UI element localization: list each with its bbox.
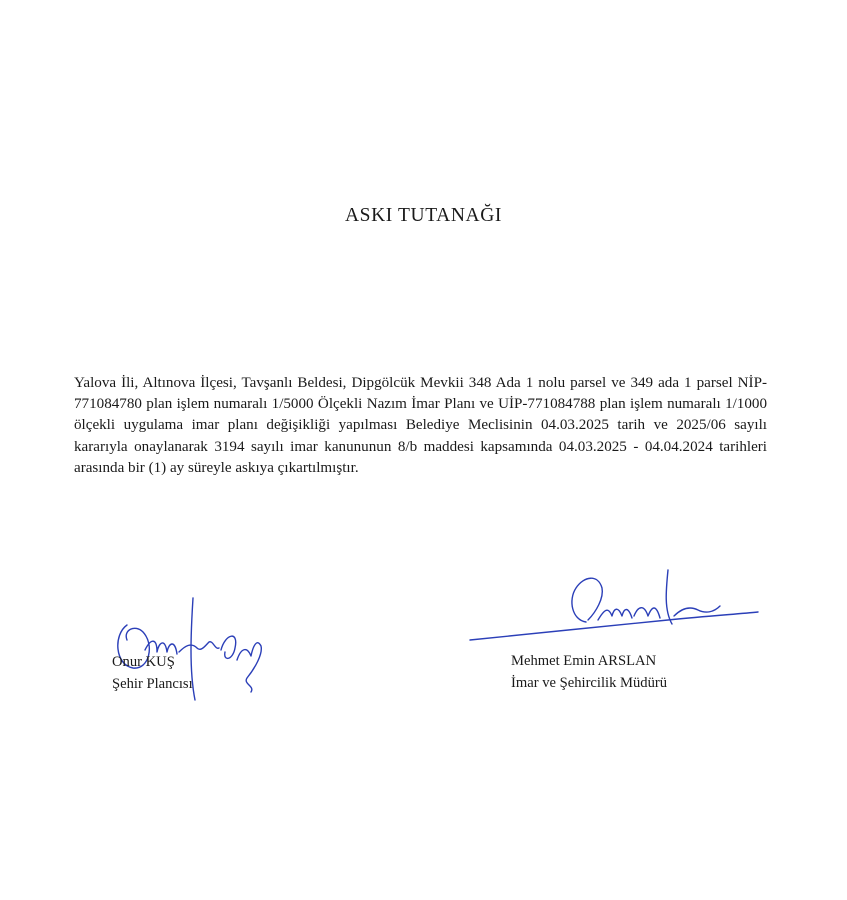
right-signature: [468, 560, 768, 660]
right-signer-name: Mehmet Emin ARSLAN: [511, 653, 657, 669]
left-signer-name: Onur KUŞ: [112, 654, 175, 670]
document-title: ASKI TUTANAĞI: [345, 205, 502, 226]
left-signer-title: Şehir Plancısı: [112, 675, 193, 692]
left-signer-block: [112, 652, 193, 695]
right-signer-title: İmar ve Şehircilik Müdürü: [511, 674, 668, 691]
document-body: Yalova İli, Altınova İlçesi, Tavşanlı Beldesi, Dipgölcük Mevkii 348 Ada 1 nolu parsel ve 349 ada 1 parsel NİP-771084780 plan işlem numaralı 1/5000 Ölçekli Nazım İmar Planı ve UİP-771084788 plan işlem numaralı 1/1000 ölçekli uygulama imar planı değişikliği yapılması Belediye Meclisinin 04.03.2025 tarih ve 2025/06 sayılı kararıyla onaylanarak 3194 sayılı imar kanununun 8/b maddesi kapsamında 04.03.2025 - 04.04.2024 tarihleri arasında bir (1) ay süreyle askıya çıkartılmıştır.: [74, 375, 767, 476]
right-signer-block: [511, 651, 667, 694]
